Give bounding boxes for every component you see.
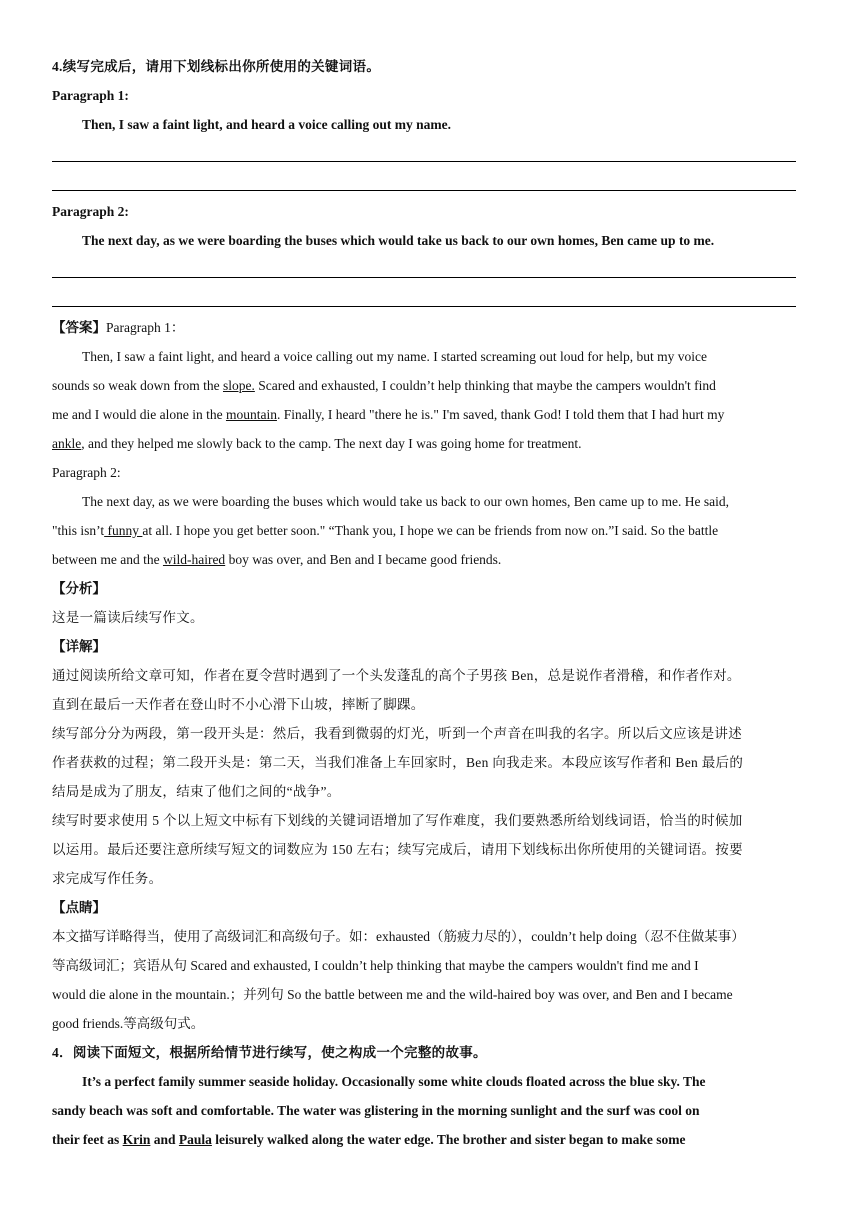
- detail-line: 续写部分分为两段，第一段开头是：然后，我看到微弱的灯光，听到一个声音在叫我的名字。所以后文应该是讲述: [52, 726, 742, 741]
- paragraph1-prompt: Then, I saw a faint light, and heard a voice calling out my name.: [82, 117, 452, 132]
- paragraph1-label: Paragraph 1:: [52, 88, 129, 103]
- keyword-wild-haired: wild-haired: [162, 552, 226, 567]
- keyword-ankle: ankle: [52, 436, 82, 451]
- comment-line: 本文描写详略得当，使用了高级词汇和高级句子。如：exhausted（筋疲力尽的），couldn’t help doing（忍不住做某事）: [52, 929, 745, 944]
- analysis-tag: 【分析】: [52, 581, 106, 596]
- analysis-text: 这是一篇读后续写作文。: [52, 610, 204, 625]
- answer-p2-title: Paragraph 2:: [52, 465, 121, 480]
- document-page: [52, 58, 808, 1154]
- answer-p2-line: The next day, as we were boarding the buses which would take us back to our own homes, Ben came up to me. He said,: [82, 494, 729, 509]
- answer-p1-line: ankle, and they helped me slowly back to the camp. The next day I was going home for treatment.: [52, 436, 582, 451]
- question4-line: It’s a perfect family summer seaside holiday. Occasionally some white clouds floated across the blue sky. The: [82, 1074, 706, 1089]
- detail-line: 作者获救的过程；第二段开头是：第二天，当我们准备上车回家时，Ben 向我走来。本段应该写作者和 Ben 最后的: [52, 755, 744, 770]
- detail-line: 通过阅读所给文章可知，作者在夏令营时遇到了一个头发蓬乱的高个子男孩 Ben，总是说作者滑稽，和作者作对。: [52, 668, 741, 683]
- keyword-funny: funny: [104, 523, 143, 538]
- question4-line: their feet as Krin and Paula leisurely walked along the water edge. The brother and sister began to make some: [52, 1132, 686, 1147]
- detail-line: 求完成写作任务。: [52, 871, 163, 886]
- writing-line: [52, 284, 808, 313]
- detail-line: 结局是成为了朋友，结束了他们之间的“战争”。: [52, 784, 341, 799]
- answer-p1-line: sounds so weak down from the slope. Scared and exhausted, I couldn’t help thinking that maybe the campers wouldn't find: [52, 378, 716, 393]
- writing-line: [52, 139, 808, 168]
- answer-p1-line: Then, I saw a faint light, and heard a voice calling out my name. I started screaming out loud for help, but my voice: [82, 349, 707, 364]
- detail-line: 以运用。最后还要注意所续写短文的词数应为 150 左右；续写完成后，请用下划线标出你所使用的关键词语。按要: [52, 842, 743, 857]
- keyword-slope: slope.: [222, 378, 255, 393]
- answer-tag: 【答案】: [52, 320, 106, 335]
- comment-line: good friends.等高级句式。: [52, 1016, 205, 1031]
- question4-heading: 4．阅读下面短文，根据所给情节进行续写，使之构成一个完整的故事。: [52, 1045, 487, 1060]
- writing-line: [52, 168, 808, 197]
- answer-p2-line: "this isn’t funny at all. I hope you get better soon." “Thank you, I hope we can be friends from now on.”I said. So the battle: [52, 523, 719, 538]
- detail-line: 续写时要求使用 5 个以上短文中标有下划线的关键词语增加了写作难度，我们要熟悉所给划线词语，恰当的时候加: [52, 813, 743, 828]
- instruction-note: 4.续写完成后，请用下划线标出你所使用的关键词语。: [52, 59, 381, 74]
- answer-heading: [52, 313, 808, 342]
- answer-p1-title: Paragraph 1：: [106, 320, 185, 335]
- detail-line: 直到在最后一天作者在登山时不小心滑下山坡，摔断了脚踝。: [52, 697, 425, 712]
- keyword-paula: Paula: [178, 1132, 212, 1147]
- comment-line: 等高级词汇；宾语从句 Scared and exhausted, I couldn’t help thinking that maybe the campers wouldn't find me and I: [52, 958, 699, 973]
- writing-line: [52, 255, 808, 284]
- detail-tag: 【详解】: [52, 639, 106, 654]
- paragraph2-label: Paragraph 2:: [52, 204, 129, 219]
- comment-line: would die alone in the mountain.；并列句 So the battle between me and the wild-haired boy was over, and Ben and I became: [52, 987, 733, 1002]
- answer-p1-line: me and I would die alone in the mountain. Finally, I heard "there he is." I'm saved, thank God! I told them that I had hurt my: [52, 407, 725, 422]
- keyword-mountain: mountain: [225, 407, 277, 422]
- question4-line: sandy beach was soft and comfortable. The water was glistering in the morning sunlight and the surf was cool on: [52, 1103, 700, 1118]
- paragraph2-prompt: The next day, as we were boarding the buses which would take us back to our own homes, Ben came up to me.: [82, 233, 715, 248]
- comment-tag: 【点睛】: [52, 900, 106, 915]
- answer-p2-line: between me and the wild-haired boy was over, and Ben and I became good friends.: [52, 552, 502, 567]
- keyword-krin: Krin: [122, 1132, 151, 1147]
